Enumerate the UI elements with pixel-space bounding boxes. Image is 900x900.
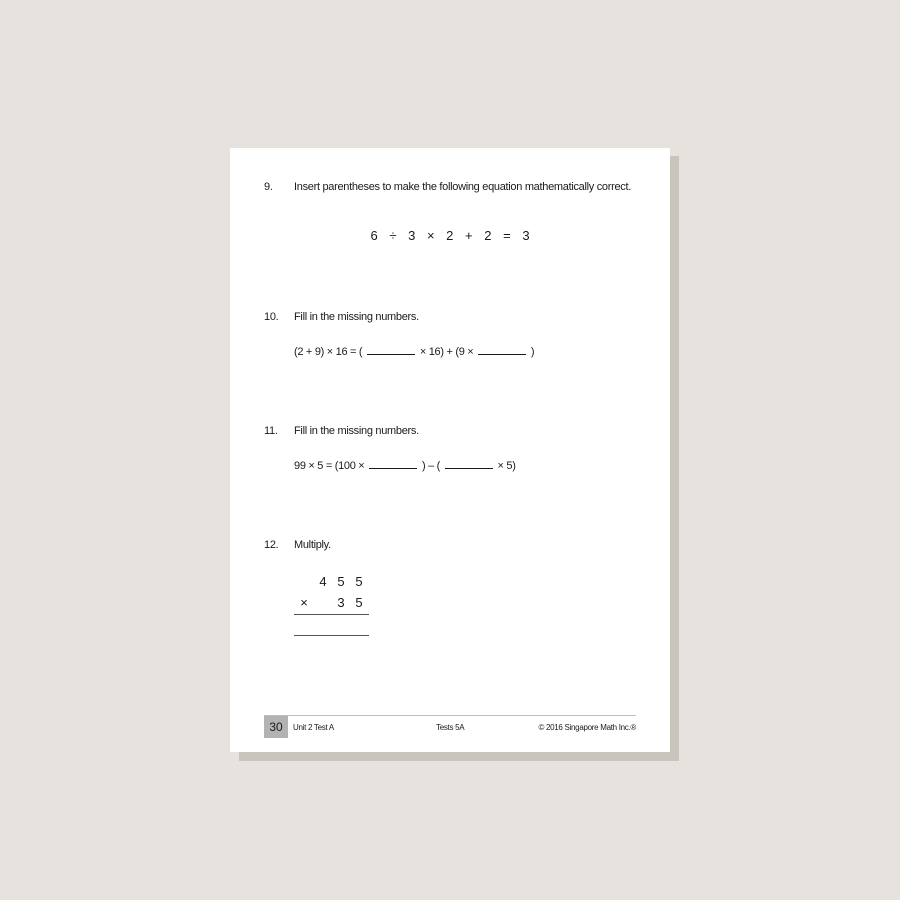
footer-copyright: © 2016 Singapore Math Inc.®: [538, 723, 636, 732]
digit: 5: [355, 595, 363, 610]
multiplicand-row: [294, 574, 370, 595]
question-text: Fill in the missing numbers.: [294, 425, 419, 437]
product-answer-line[interactable]: [294, 635, 369, 636]
equation-part: ) – (: [421, 460, 441, 472]
equation-token: +: [465, 228, 473, 243]
digit: 5: [337, 574, 345, 589]
equation-token: =: [503, 228, 511, 243]
question-text: Fill in the missing numbers.: [294, 311, 419, 323]
question-number: 9.: [264, 181, 273, 193]
equation-part: 99 × 5 = (100 ×: [294, 460, 365, 472]
question-text: Multiply.: [294, 539, 331, 551]
equation-part: × 5): [497, 460, 516, 472]
equation-token: 6: [370, 228, 378, 243]
answer-blank[interactable]: [478, 345, 526, 355]
q10-equation: [294, 345, 534, 358]
q11-equation: [294, 459, 516, 472]
equation-token: 2: [446, 228, 454, 243]
equation-token: 2: [484, 228, 492, 243]
equation-part: ): [530, 346, 535, 358]
digit: 4: [319, 574, 327, 589]
q12-multiplication: [294, 574, 370, 616]
answer-blank[interactable]: [367, 345, 415, 355]
footer-divider: [264, 715, 636, 716]
q9-equation: [230, 228, 670, 243]
answer-blank[interactable]: [445, 459, 493, 469]
worksheet-page: [230, 148, 670, 752]
footer-unit-label: Unit 2 Test A: [293, 723, 334, 732]
digit: 5: [355, 574, 363, 589]
equation-part: × 16) + (9 ×: [419, 346, 474, 358]
equation-token: ÷: [389, 228, 397, 243]
equation-token: ×: [426, 228, 435, 243]
equation-token: 3: [408, 228, 416, 243]
footer-book-title: Tests 5A: [436, 723, 465, 732]
question-number: 12.: [264, 539, 279, 551]
question-number: 10.: [264, 311, 279, 323]
question-number: 11.: [264, 425, 278, 437]
product-rule-top: [294, 614, 369, 615]
question-text: Insert parentheses to make the following equation mathematically correct.: [294, 181, 632, 193]
equation-token: 3: [522, 228, 530, 243]
multiplier-row: [294, 595, 370, 616]
page-number: 30: [264, 716, 288, 738]
answer-blank[interactable]: [369, 459, 417, 469]
digit: 3: [337, 595, 345, 610]
multiply-operator: ×: [300, 595, 308, 610]
equation-part: (2 + 9) × 16 = (: [294, 346, 363, 358]
